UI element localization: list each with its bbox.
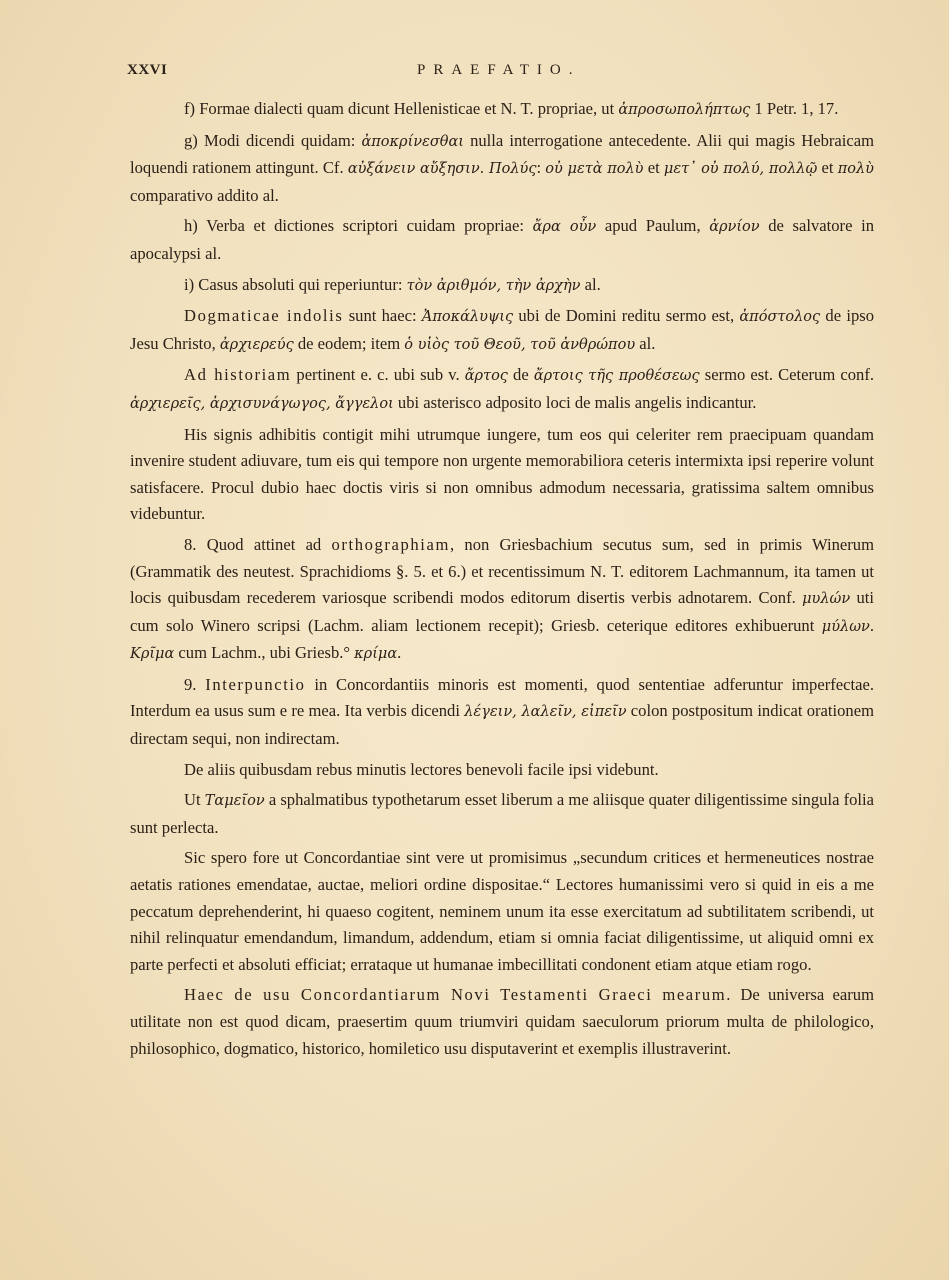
greek-term: ἄρτος	[464, 368, 508, 385]
text-run: 8. Quod attinet ad	[184, 534, 332, 554]
paragraph	[130, 128, 874, 210]
text-run: 9.	[184, 674, 206, 694]
text-run: :	[536, 158, 546, 178]
greek-term: μύλων	[821, 618, 870, 635]
greek-term: τὸν ἀριθμόν, τὴν ἀρχὴν	[406, 277, 581, 294]
text-run: a sphalmatibus typothetarum esset liberum a me aliisque quater diligentissime singula folia sunt perlecta.	[130, 790, 874, 837]
text-run: de eodem; item	[293, 333, 405, 353]
text-run: Ut	[184, 790, 205, 810]
greek-term: ἄρτοις τῆς προθέσεως	[533, 368, 700, 385]
text-run: 1 Petr. 1, 17.	[750, 99, 839, 118]
page-number: XXVI	[127, 62, 168, 78]
paragraph	[130, 213, 874, 267]
spaced-emphasis: orthographiam	[331, 534, 450, 554]
paragraph	[130, 303, 874, 358]
greek-term: ἀποκρίνεσθαι	[361, 133, 464, 150]
paragraph	[130, 422, 874, 528]
text-run: comparativo addito al.	[130, 185, 279, 205]
text-run: de	[507, 365, 534, 385]
greek-term: Ἀποκάλυψις	[421, 309, 514, 326]
greek-term: οὐ μετὰ πολὺ	[545, 161, 644, 178]
body-text	[130, 96, 874, 1066]
paragraph	[130, 272, 874, 300]
text-run: De aliis quibusdam rebus minutis lectores benevoli facile ipsi videbunt.	[184, 759, 659, 779]
text-run: De universa earum utilitate non est quod dicam, praesertim quum triumviri quidam saeculorum priorum multa de philologico, philosophico, dogmatico, historico, homiletico usu disputaverint et exemplis illustraverint.	[130, 985, 875, 1058]
spaced-emphasis: Ad historiam	[184, 365, 292, 385]
text-run: h) Verba et dictiones scriptori cuidam propriae:	[184, 216, 533, 236]
spaced-emphasis: Haec de usu Concordantiarum Novi Testamenti Graeci mearum.	[184, 985, 733, 1005]
text-run: de salvatore in apocalypsi al.	[130, 216, 874, 263]
greek-term: Κρῖμα	[130, 646, 175, 663]
greek-term: αὐξάνειν αὔξησιν. Πολύς	[347, 161, 537, 178]
text-run: Sic spero fore ut Concordantiae sint vere ut promisimus „secundum critices et hermeneutices nostrae aetatis rationes emendatae, auctae, meliori ordine dispositae.“ Lectores humanissimi vero si quid in eis a me peccatum deprehenderint, hi quaeso cogitent, neminem unum ita esse exercitatum ad subtilitatem scribendi, ut nihil relinquatur emendandum, limandum, addendum, etiam si omnia faciat diligentissime, ut aliquid omni ex parte perfecti et absoluti efficiat; errataque ut humanae imbecillitati condonent etiam atque etiam rogo.	[130, 848, 874, 974]
paragraph	[130, 96, 874, 124]
text-run: al.	[635, 333, 656, 353]
paragraph	[130, 672, 874, 753]
paragraph	[130, 787, 874, 841]
text-run: uti cum solo Winero scripsi (Lachm. aliam lectionem recepit); Griesb. ceterique editores exhibuerunt	[130, 588, 874, 635]
greek-term: ἄρα οὖν	[532, 219, 597, 236]
text-run: g) Modi dicendi quidam:	[184, 130, 362, 150]
greek-term: μετ᾽ οὐ πολύ, πολλῷ	[663, 161, 818, 178]
text-run: ubi de Domini reditu sermo est,	[513, 306, 740, 326]
text-run: et	[643, 158, 664, 178]
greek-term: ἀρνίον	[709, 219, 760, 236]
text-run: .	[869, 615, 874, 635]
paragraph	[130, 757, 874, 784]
greek-term: ὁ υἱὸς τοῦ Θεοῦ, τοῦ ἀνθρώπου	[404, 336, 636, 353]
text-run: , non Griesbachium secutus sum, sed in primis Winerum (Grammatik des neutest. Sprachidioms §. 5. et 6.) et recentissimum N. T. editorem Lachmannum, ita tamen ut locis quibusdam recederem variosque scribendi modos editorum disertis verbis adnotarem. Conf.	[130, 534, 874, 608]
greek-term: ἀπόστολος	[739, 309, 821, 326]
text-run: in Concordantiis minoris est momenti, quod sententiae adferuntur imperfectae. Interdum ea usus sum e re mea. Ita verbis dicendi	[130, 674, 874, 721]
text-run: et	[817, 158, 838, 178]
paragraph	[130, 532, 874, 668]
greek-term: πολὺ	[837, 161, 874, 178]
text-run: His signis adhibitis contigit mihi utrumque iungere, tum eos qui celeriter rem praecipuam quandam invenire student adiuvare, tum eis qui tempore non urgente memorabiliora ceteris intermixta ipsi reperire volunt satisfacere. Procul dubio haec doctis viris si non omnibus admodum necessaria, gratissima saltem omnibus videbuntur.	[130, 424, 874, 524]
greek-term: Ταμεῖον	[204, 793, 265, 810]
text-run: ubi asterisco adposito loci de malis angelis indicantur.	[393, 392, 757, 412]
running-head	[127, 62, 873, 86]
text-run: cum Lachm., ubi Griesb.°	[174, 643, 355, 663]
spaced-emphasis: Interpunctio	[205, 674, 306, 694]
greek-term: ἀπροσωπολήπτως	[618, 102, 751, 118]
text-run: nulla interrogatione antecedente. Alii qui magis Hebraicam loquendi rationem attingunt. Cf.	[130, 130, 875, 178]
text-run: de ipso Jesu Christo,	[130, 306, 874, 353]
greek-term: λέγειν, λαλεῖν, εἰπεῖν	[464, 704, 627, 721]
greek-term: ἀρχιερεῖς, ἀρχισυνάγωγος, ἄγγελοι	[130, 395, 394, 412]
running-head-title: PRAEFATIO.	[417, 62, 581, 78]
paragraph	[130, 845, 874, 978]
paragraph	[130, 982, 874, 1062]
text-run: al.	[580, 274, 601, 294]
text-run: i) Casus absoluti qui reperiuntur:	[184, 274, 407, 294]
text-run: f) Formae dialecti quam dicunt Hellenisticae et N. T. propriae, ut	[184, 99, 619, 118]
greek-term: κρίμα	[354, 646, 398, 663]
greek-term: ἀρχιερεύς	[219, 336, 294, 353]
text-run: sermo est. Ceterum conf.	[699, 365, 874, 385]
text-run: colon postpositum indicat orationem directam sequi, non indirectam.	[130, 701, 875, 749]
paragraph	[130, 362, 874, 417]
text-run: sunt haec:	[343, 306, 422, 326]
text-run: apud Paulum,	[596, 216, 710, 236]
greek-term: μυλών	[802, 591, 851, 608]
spaced-emphasis: Dogmaticae indolis	[184, 306, 344, 326]
text-run: .	[397, 643, 402, 663]
text-run: pertinent e. c. ubi sub v.	[291, 365, 465, 385]
